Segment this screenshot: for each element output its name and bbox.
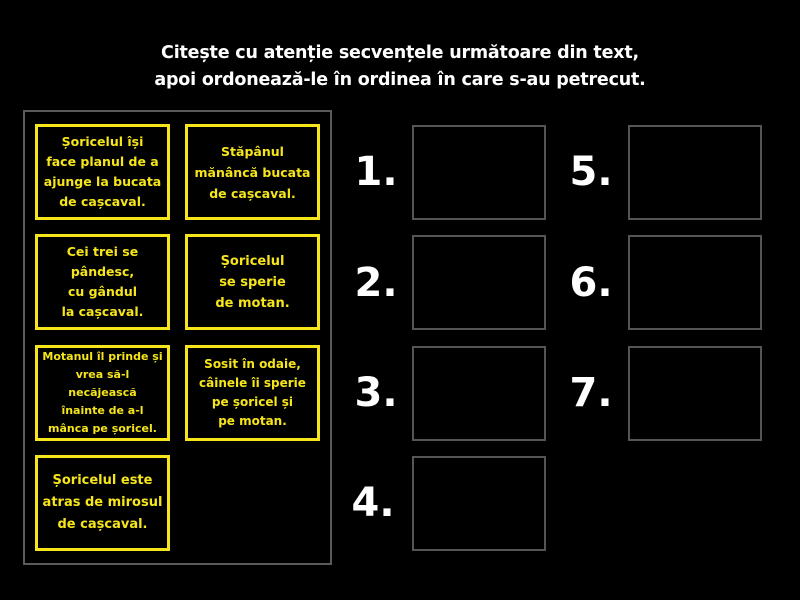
drop-slot-2[interactable] (412, 235, 546, 330)
card-text: Cei trei se pândesc, cu gândul la cașcaval. (61, 244, 144, 319)
drop-slot-5[interactable] (628, 125, 762, 220)
drop-slot-4[interactable] (412, 456, 546, 551)
slot-number-2: 2. (354, 260, 398, 306)
slot-number-1: 1. (354, 149, 398, 195)
instructions-line-1: Citește cu atenție secvențele următoare din text, (161, 43, 639, 63)
card-text: Motanul îl prinde și vrea să-l necăjească înainte de a-l mânca pe șoricel. (42, 350, 163, 435)
draggable-card[interactable] (35, 455, 170, 551)
card-text: Șoricelul își face planul de a ajunge la bucata de cașcaval. (43, 134, 162, 209)
draggable-card[interactable] (185, 124, 320, 220)
slot-number-4: 4. (351, 480, 395, 526)
draggable-card[interactable] (35, 234, 170, 330)
drop-slot-1[interactable] (412, 125, 546, 220)
slot-number-7: 7. (569, 370, 613, 416)
card-text: Sosit în odaie, câinele îi sperie pe șoricel și pe motan. (199, 357, 306, 428)
draggable-card[interactable] (35, 345, 170, 441)
draggable-card[interactable] (185, 345, 320, 441)
slot-number-5: 5. (569, 149, 613, 195)
drop-slot-7[interactable] (628, 346, 762, 441)
drop-slot-6[interactable] (628, 235, 762, 330)
instructions-line-2: apoi ordonează-le în ordinea în care s-au petrecut. (154, 70, 646, 90)
card-text: Stăpânul mănâncă bucata de cașcaval. (194, 143, 311, 201)
drop-slot-3[interactable] (412, 346, 546, 441)
card-text: Șoricelul este atras de mirosul de cașcaval. (42, 473, 163, 532)
draggable-card[interactable] (185, 234, 320, 330)
slot-number-3: 3. (354, 370, 398, 416)
card-text: Șoricelul se sperie de motan. (215, 253, 290, 311)
draggable-card[interactable] (35, 124, 170, 220)
instructions-text (60, 40, 740, 94)
slot-number-6: 6. (569, 260, 613, 306)
